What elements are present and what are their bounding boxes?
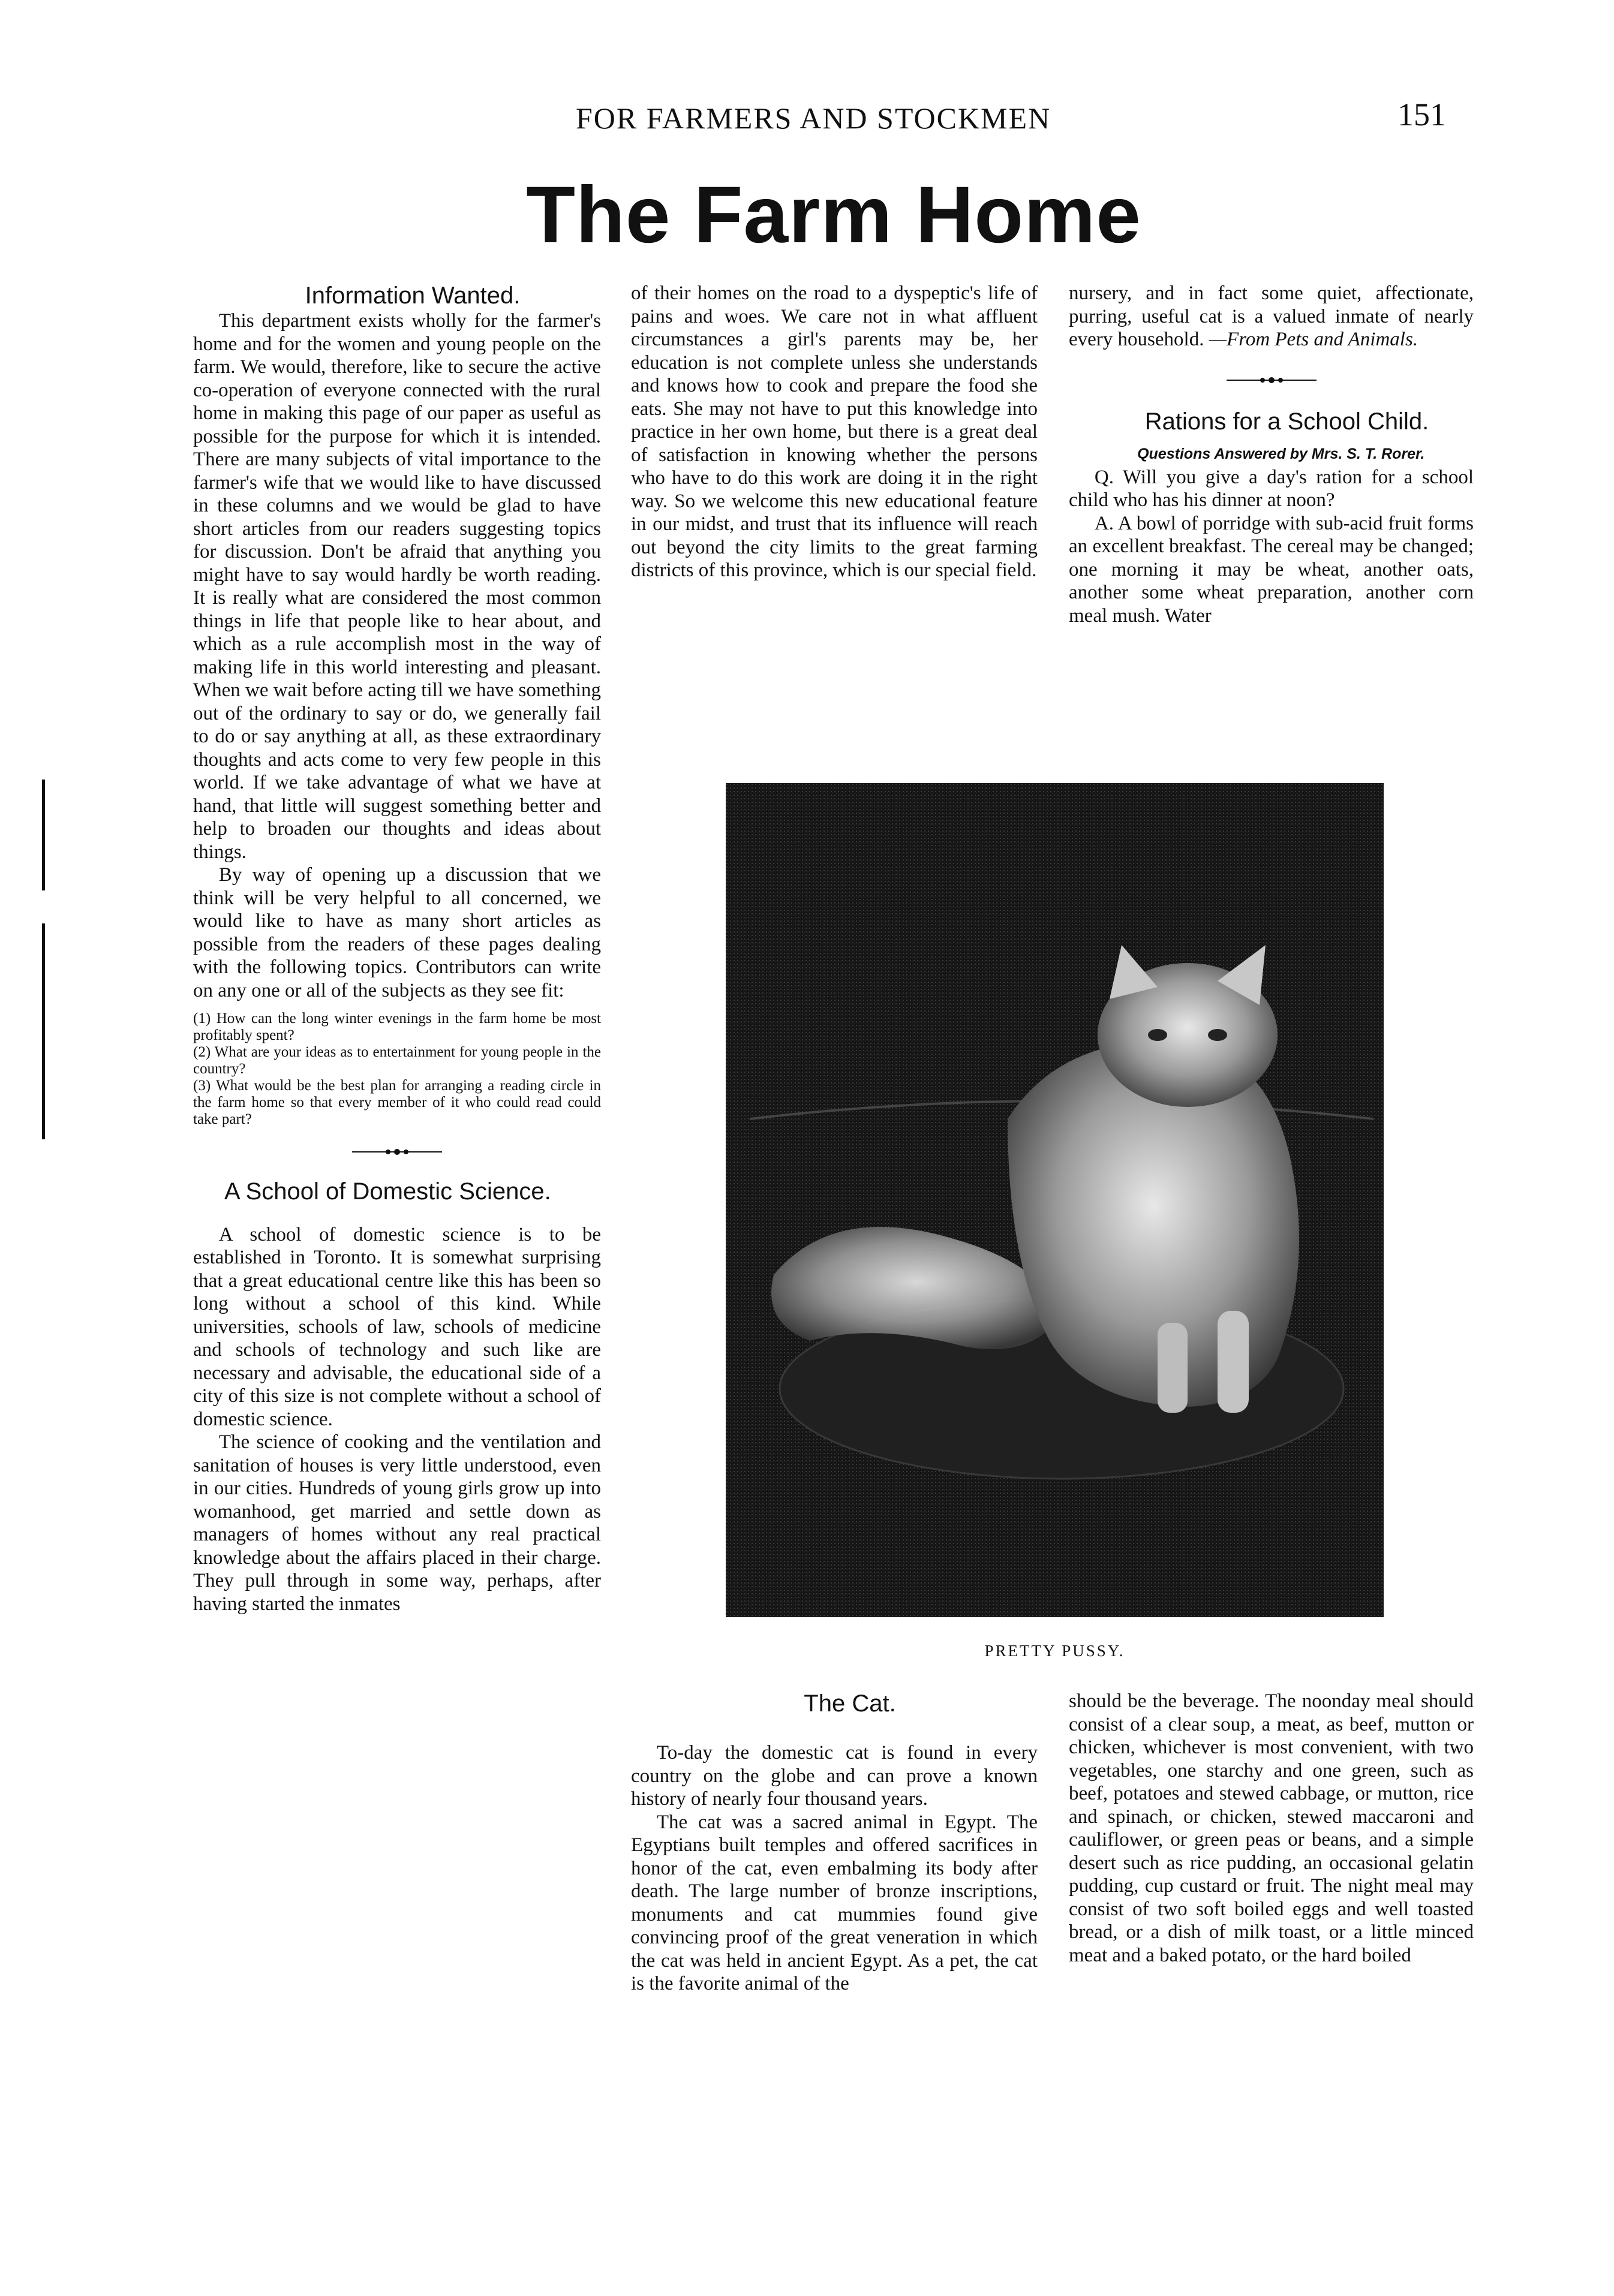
column-right-bottom [1069, 1690, 1474, 1967]
section-divider [1069, 367, 1474, 390]
rations-answer-continued: should be the beverage. The noonday meal should consist of a clear soup, a meat, as beef, mutton or chicken, whichever is most convenient, with two vegetables, one starchy and one green, such as beef, potatoes and stewed cabbage, or mutton, rice and spinach, or chicken, stewed maccaroni and cauliflower, or green peas or beans, and a simple desert such as rice pudding, an occasional gelatin pudding, cup custard or fruit. The night meal may consist of two soft boiled eggs and well toasted bread, or a dish of milk toast, or a little minced meat and a baked potato, or the hard boiled [1069, 1690, 1474, 1966]
domestic-science-paragraph-1: A school of domestic science is to be established in Toronto. It is somewhat surprising that a great educational centre like this has been so long without a school of this kind. While universities, schools of law, schools of medicine and schools of technology and such like are necessary and advisable, the educational side of a city of this size is not complete without a school of domestic science. [193, 1223, 601, 1430]
page-title: The Farm Home [526, 170, 1141, 260]
running-head: FOR FARMERS AND STOCKMEN [576, 101, 1051, 135]
information-wanted-paragraph-1: This department exists wholly for the farmer's home and for the women and young people on the farm. We would, therefore, like to secure the active co-operation of everyone connected with the rural home in making this page of our paper as useful as possible for the purpose for which it is intended. There are many subjects of vital importance to the farmer's wife that we would like to have discussed in these columns and we would be glad to have short articles from our readers suggesting topics for discussion. Don't be afraid that anything you might have to say would hardly be worth reading. It is really what are considered the most common things in life that people like to hear about, and which as a rule accomplish most in the way of making life in this world interesting and pleasant. When we wait before acting till we have something out of the ordinary to say or do, we generally fail to do or say anything at all, as these extraordinary thoughts and acts come to very few people in this world. If we take advantage of what we have at hand, that little will suggest something better and help to broaden our thoughts and ideas about things. [193, 310, 601, 863]
information-wanted-paragraph-2: By way of opening up a discussion that we think will be very helpful to all concerned, we would like to have as many short articles as possible from the readers of these pages dealing with the following topics. Contributors can write on any one or all of the subjects as they see fit: [193, 864, 601, 1001]
topic-item: (1) How can the long winter evenings in the farm home be most profitably spent? [193, 1010, 601, 1043]
rations-answer: A. A bowl of porridge with sub-acid fruit forms an excellent breakfast. The cereal may be changed; one morning it may be wheat, another oats, another some wheat preparation, another corn meal mush. Water [1069, 512, 1474, 627]
domestic-science-paragraph-2: The science of cooking and the ventilation and sanitation of houses is very little understood, even in our cities. Hundreds of young girls grow up into womanhood, get married and settle down as managers of homes without any real practical knowledge about the affairs placed in their charge. They pull through in some way, perhaps, after having started the inmates [193, 1431, 601, 1615]
heading-information-wanted: Information Wanted. [305, 282, 521, 309]
column-middle-bottom [631, 1690, 1038, 1996]
column-right-top [1069, 282, 1474, 627]
the-cat-paragraph-2: The cat was a sacred animal in Egypt. The Egyptians built temples and offered sacrifices in honor of the cat, even embalming its body after death. The large number of bronze inscriptions, monuments and cat mummies found give convincing proof of the great veneration in which the cat was held in ancient Egypt. As a pet, the cat is the favorite animal of the [631, 1811, 1038, 1994]
rations-byline: Questions Answered by Mrs. S. T. Rorer. [1137, 446, 1425, 462]
column-left [193, 282, 601, 1615]
the-cat-paragraph-1: To-day the domestic cat is found in every country on the globe and can prove a known history of nearly four thousand years. [631, 1742, 1038, 1810]
rations-question: Q. Will you give a day's ration for a school child who has his dinner at noon? [1069, 466, 1474, 511]
margin-mark [42, 923, 45, 1139]
cat-illustration [726, 783, 1384, 1617]
heading-the-cat: The Cat. [804, 1690, 896, 1717]
cat-continued-text: nursery, and in fact some quiet, affectionate, purring, useful cat is a valued inmate of nearly every household. [1069, 282, 1474, 350]
picture-caption: PRETTY PUSSY. [984, 1642, 1125, 1660]
section-divider [193, 1139, 601, 1162]
topic-item: (2) What are your ideas as to entertainment for young people in the country? [193, 1044, 601, 1077]
cat-photograph [726, 783, 1384, 1617]
page-number: 151 [1397, 97, 1446, 133]
topics-list [193, 1010, 601, 1128]
column-middle-top [631, 282, 1038, 582]
domestic-science-paragraph-3: of their homes on the road to a dyspeptic's life of pains and woes. We care not in what affluent circumstances a girl's parents may be, her education is not complete unless she understands and knows how to cook and prepare the food she eats. She may not have to put this knowledge into practice in her own home, but there is a great deal of satisfaction in knowing whether the persons who have to do this work are doing it in the right way. So we welcome this new educational feature in our midst, and trust that its influence will reach out beyond the city limits to the great farming districts of this province, which is our special field. [631, 282, 1038, 581]
heading-rations: Rations for a School Child. [1144, 408, 1429, 435]
margin-mark [42, 780, 45, 890]
cat-continued-paragraph [1069, 282, 1474, 351]
cat-continued-source: —From Pets and Animals. [1209, 329, 1418, 350]
heading-domestic-science: A School of Domestic Science. [224, 1178, 551, 1205]
topic-item: (3) What would be the best plan for arranging a reading circle in the farm home so that every member of it who could read could take part? [193, 1078, 601, 1127]
